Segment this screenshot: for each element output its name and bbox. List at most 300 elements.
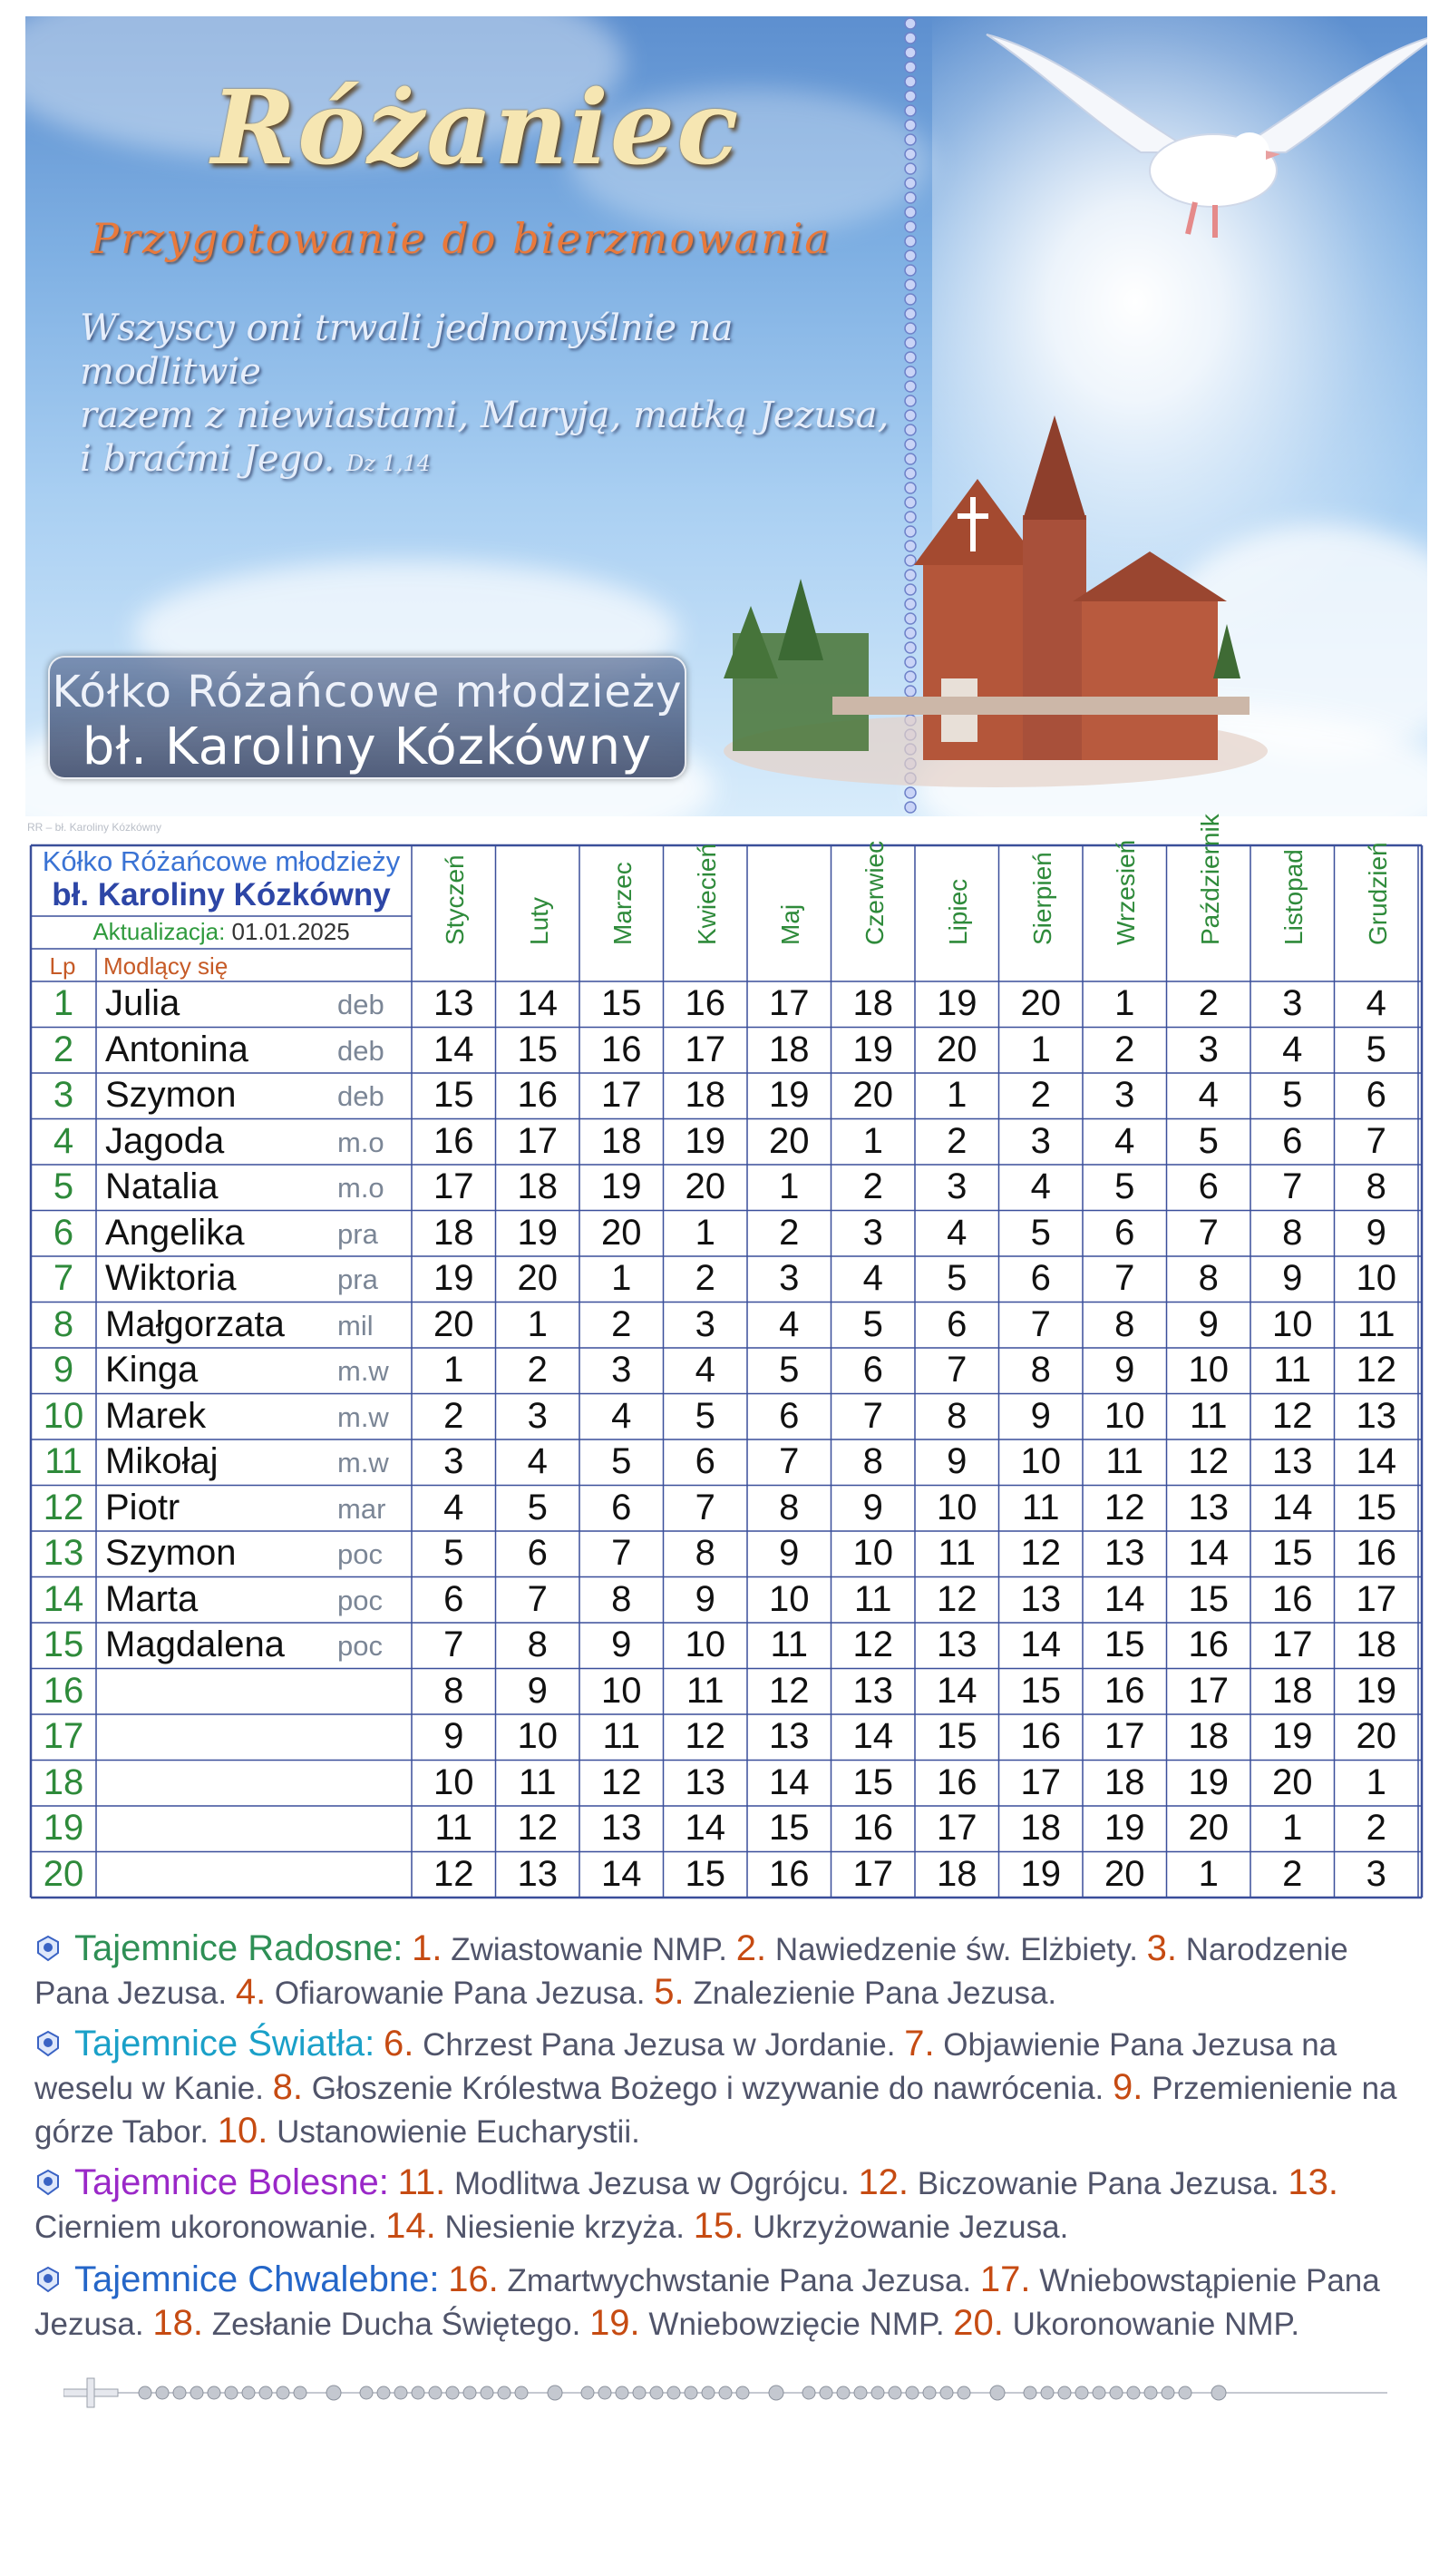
month-header bbox=[999, 845, 1084, 981]
mystery-number-cell: 10 bbox=[685, 1625, 725, 1664]
mystery-number-cell: 16 bbox=[852, 1808, 893, 1848]
mystery-number-cell: 14 bbox=[1020, 1625, 1061, 1664]
mystery-number-cell: 15 bbox=[937, 1716, 977, 1756]
mystery-number-cell: 14 bbox=[852, 1716, 893, 1756]
mystery-name: Ukoronowanie NMP. bbox=[1012, 2307, 1300, 2342]
mystery-number-cell: 9 bbox=[947, 1441, 968, 1481]
mystery-name: Głoszenie Królestwa Bożego i wzywanie do nawrócenia. bbox=[311, 2071, 1104, 2106]
mystery-number-cell: 9 bbox=[527, 1670, 548, 1711]
mystery-number-cell: 14 bbox=[433, 1029, 474, 1069]
month-header bbox=[496, 845, 580, 981]
member-code: deb bbox=[337, 1080, 384, 1112]
mystery-number-cell: 8 bbox=[527, 1625, 548, 1664]
mystery-number-cell: 18 bbox=[601, 1120, 642, 1161]
mystery-number-cell: 2 bbox=[1030, 1075, 1051, 1115]
mystery-number-cell: 11 bbox=[853, 1578, 892, 1619]
mystery-number-cell: 17 bbox=[1188, 1670, 1229, 1711]
mystery-number-cell: 15 bbox=[685, 1853, 725, 1894]
mystery-number-cell: 7 bbox=[862, 1395, 883, 1436]
mystery-number-cell: 13 bbox=[937, 1625, 977, 1664]
mystery-number-cell: 13 bbox=[769, 1716, 810, 1756]
mystery-number-cell: 8 bbox=[443, 1670, 464, 1711]
mystery-number-cell: 15 bbox=[1356, 1487, 1396, 1527]
row-number: 2 bbox=[53, 1029, 74, 1069]
mystery-number-cell: 20 bbox=[1188, 1808, 1229, 1848]
mystery-group-title: Tajemnice Chwalebne: bbox=[74, 2259, 440, 2299]
mystery-number-cell: 11 bbox=[938, 1533, 977, 1573]
mystery-number-cell: 12 bbox=[1104, 1487, 1145, 1527]
mystery-number-cell: 16 bbox=[1020, 1716, 1061, 1756]
mystery-number-cell: 5 bbox=[947, 1258, 968, 1298]
mystery-number-cell: 19 bbox=[685, 1120, 725, 1161]
row-number: 1 bbox=[53, 983, 74, 1023]
month-label: Lipiec bbox=[944, 878, 973, 945]
mystery-number-cell: 10 bbox=[1356, 1258, 1396, 1298]
member-name: Jagoda bbox=[105, 1120, 225, 1161]
mystery-number-cell: 2 bbox=[1198, 983, 1219, 1023]
mystery-number-cell: 16 bbox=[1356, 1533, 1396, 1573]
mystery-number-cell: 5 bbox=[443, 1533, 464, 1573]
month-label: Styczeń bbox=[441, 854, 470, 945]
mystery-number-cell: 18 bbox=[1020, 1808, 1061, 1848]
mystery-name: Objawienie Pana Jezusa na weselu w Kanie. bbox=[34, 2027, 1337, 2106]
mystery-number-cell: 10 bbox=[433, 1761, 474, 1802]
mystery-number-cell: 10 bbox=[1020, 1441, 1061, 1481]
mystery-number-cell: 16 bbox=[769, 1853, 810, 1894]
mystery-number-cell: 11 bbox=[518, 1761, 557, 1802]
mystery-number-cell: 13 bbox=[685, 1761, 725, 1802]
mystery-number-cell: 3 bbox=[1198, 1029, 1219, 1069]
member-code: m.w bbox=[337, 1447, 389, 1478]
mystery-number-cell: 18 bbox=[1272, 1670, 1313, 1711]
row-number: 3 bbox=[53, 1075, 74, 1115]
mystery-number-cell: 8 bbox=[1282, 1212, 1303, 1253]
mystery-number-cell: 2 bbox=[1114, 1029, 1135, 1069]
mystery-number-cell: 1 bbox=[1030, 1029, 1051, 1069]
mystery-number-cell: 19 bbox=[937, 983, 977, 1023]
month-label: Czerwiec bbox=[860, 840, 889, 945]
mystery-group bbox=[34, 2023, 1422, 2153]
circle-name-line2: bł. Karoliny Kózkówny bbox=[82, 717, 653, 776]
mystery-number-cell: 8 bbox=[862, 1441, 883, 1481]
row-number: 8 bbox=[53, 1303, 74, 1344]
member-name: Antonina bbox=[105, 1029, 248, 1069]
mystery-number-cell: 6 bbox=[1114, 1212, 1135, 1253]
mystery-number-cell: 12 bbox=[433, 1853, 474, 1894]
mystery-number-cell: 5 bbox=[695, 1395, 715, 1436]
mystery-number-cell: 19 bbox=[1272, 1716, 1313, 1756]
mystery-number-cell: 4 bbox=[1366, 983, 1386, 1023]
mystery-number: 16. bbox=[448, 2259, 499, 2299]
quote-line-3: i braćmi Jego. bbox=[80, 438, 336, 480]
month-header bbox=[1335, 842, 1419, 981]
mystery-number: 20. bbox=[953, 2303, 1004, 2343]
mystery-number-cell: 15 bbox=[852, 1761, 893, 1802]
mystery-number-cell: 7 bbox=[1114, 1258, 1135, 1298]
mystery-number-cell: 4 bbox=[947, 1212, 968, 1253]
mystery-number-cell: 9 bbox=[862, 1487, 883, 1527]
mystery-number-cell: 2 bbox=[1282, 1853, 1303, 1894]
mystery-name: Ustanowienie Eucharystii. bbox=[277, 2114, 640, 2150]
month-label: Marzec bbox=[608, 862, 637, 945]
mystery-number-cell: 12 bbox=[769, 1670, 810, 1711]
mystery-number-cell: 8 bbox=[1114, 1303, 1135, 1344]
mystery-number-cell: 1 bbox=[1366, 1761, 1386, 1802]
member-code: poc bbox=[337, 1630, 383, 1662]
member-name: Szymon bbox=[105, 1075, 237, 1115]
mystery-number-cell: 9 bbox=[1282, 1258, 1303, 1298]
mystery-number-cell: 4 bbox=[443, 1487, 464, 1527]
mystery-group bbox=[34, 2161, 1422, 2249]
mystery-number-cell: 2 bbox=[611, 1303, 632, 1344]
mystery-number-cell: 6 bbox=[527, 1533, 548, 1573]
member-code: mar bbox=[337, 1492, 386, 1525]
mystery-number-cell: 15 bbox=[433, 1075, 474, 1115]
mystery-number-cell: 18 bbox=[1188, 1716, 1229, 1756]
mystery-group-title: Tajemnice Światła: bbox=[74, 2024, 375, 2064]
mystery-number: 1. bbox=[412, 1928, 442, 1968]
mystery-number-cell: 3 bbox=[695, 1303, 715, 1344]
mystery-number-cell: 17 bbox=[852, 1853, 893, 1894]
mystery-bullet-icon bbox=[34, 1930, 62, 1957]
member-code: m.w bbox=[337, 1400, 389, 1433]
row-number: 11 bbox=[44, 1441, 83, 1481]
mystery-number-cell: 6 bbox=[947, 1303, 968, 1344]
mystery-number-cell: 16 bbox=[1104, 1670, 1145, 1711]
mystery-number-cell: 9 bbox=[779, 1533, 800, 1573]
mystery-number-cell: 6 bbox=[695, 1441, 715, 1481]
mystery-number-cell: 4 bbox=[611, 1395, 632, 1436]
mystery-number-cell: 5 bbox=[779, 1350, 800, 1390]
mystery-number-cell: 5 bbox=[527, 1487, 548, 1527]
mystery-number-cell: 10 bbox=[852, 1533, 893, 1573]
mystery-group-title: Tajemnice Bolesne: bbox=[74, 2162, 389, 2202]
mystery-number-cell: 14 bbox=[685, 1808, 725, 1848]
column-name-header: Modlący się bbox=[103, 952, 229, 980]
mystery-number-cell: 20 bbox=[1272, 1761, 1313, 1802]
mystery-number-cell: 15 bbox=[1020, 1670, 1061, 1711]
mystery-number-cell: 17 bbox=[1356, 1578, 1396, 1619]
mystery-number-cell: 11 bbox=[1105, 1441, 1144, 1481]
member-code: m.w bbox=[337, 1355, 389, 1387]
mystery-number-cell: 14 bbox=[937, 1670, 977, 1711]
circle-name-line1: Kółko Różańcowe młodzieży bbox=[52, 667, 683, 717]
mystery-number-cell: 3 bbox=[779, 1258, 800, 1298]
mystery-number-cell: 11 bbox=[686, 1670, 724, 1711]
mystery-group bbox=[34, 1927, 1422, 2015]
mystery-number-cell: 14 bbox=[601, 1853, 642, 1894]
mystery-number-cell: 4 bbox=[695, 1350, 715, 1390]
mystery-name: Wniebowzięcie NMP. bbox=[648, 2307, 945, 2342]
mystery-group-title: Tajemnice Radosne: bbox=[74, 1928, 404, 1968]
mystery-number: 9. bbox=[1113, 2067, 1143, 2107]
quote-line-1: Wszyscy oni trwali jednomyślnie na modlitwie bbox=[80, 307, 734, 393]
mystery-number-cell: 7 bbox=[527, 1578, 548, 1619]
mystery-number-cell: 2 bbox=[947, 1120, 968, 1161]
mystery-name: Zesłanie Ducha Świętego. bbox=[211, 2307, 581, 2342]
mystery-number-cell: 3 bbox=[527, 1395, 548, 1436]
mystery-number-cell: 18 bbox=[937, 1853, 977, 1894]
mystery-number-cell: 20 bbox=[433, 1303, 474, 1344]
mystery-number-cell: 11 bbox=[1189, 1395, 1228, 1436]
mystery-number-cell: 13 bbox=[1356, 1395, 1396, 1436]
member-name: Natalia bbox=[105, 1166, 219, 1206]
mystery-number-cell: 2 bbox=[779, 1212, 800, 1253]
row-number: 19 bbox=[43, 1808, 84, 1848]
mystery-number-cell: 1 bbox=[947, 1075, 968, 1115]
quote-line-2: razem z niewiastami, Maryją, matką Jezusa, bbox=[80, 395, 890, 436]
mystery-number-cell: 3 bbox=[1030, 1120, 1051, 1161]
mystery-number-cell: 8 bbox=[947, 1395, 968, 1436]
mystery-number-cell: 1 bbox=[1114, 983, 1135, 1023]
mystery-number-cell: 9 bbox=[1114, 1350, 1135, 1390]
mystery-number-cell: 5 bbox=[1114, 1166, 1135, 1206]
member-name: Kinga bbox=[105, 1350, 199, 1390]
cross-icon bbox=[63, 2378, 118, 2407]
member-name: Mikołaj bbox=[105, 1441, 219, 1481]
member-code: deb bbox=[337, 989, 384, 1020]
mystery-number-cell: 7 bbox=[443, 1625, 464, 1664]
mystery-number-cell: 8 bbox=[1198, 1258, 1219, 1298]
member-name: Piotr bbox=[105, 1487, 180, 1527]
mystery-number-cell: 9 bbox=[1198, 1303, 1219, 1344]
mystery-number-cell: 19 bbox=[1020, 1853, 1061, 1894]
member-name: Wiktoria bbox=[105, 1258, 237, 1298]
mystery-name: Chrzest Pana Jezusa w Jordanie. bbox=[423, 2027, 896, 2063]
mystery-number-cell: 10 bbox=[1272, 1303, 1313, 1344]
row-number: 7 bbox=[53, 1258, 74, 1298]
row-number: 12 bbox=[43, 1487, 84, 1527]
member-name: Angelika bbox=[105, 1212, 245, 1253]
mystery-number-cell: 19 bbox=[1188, 1761, 1229, 1802]
mystery-number-cell: 19 bbox=[1356, 1670, 1396, 1711]
mystery-number-cell: 14 bbox=[1272, 1487, 1313, 1527]
mystery-name: Przemienienie na górze Tabor. bbox=[34, 2071, 1397, 2150]
member-code: pra bbox=[337, 1217, 378, 1250]
mystery-number-cell: 17 bbox=[517, 1120, 558, 1161]
mystery-number-cell: 15 bbox=[1188, 1578, 1229, 1619]
mystery-number-cell: 20 bbox=[601, 1212, 642, 1253]
mystery-number-cell: 17 bbox=[685, 1029, 725, 1069]
month-label: Kwiecień bbox=[692, 843, 721, 945]
mystery-number-cell: 18 bbox=[433, 1212, 474, 1253]
mystery-number-cell: 10 bbox=[937, 1487, 977, 1527]
mystery-number-cell: 12 bbox=[685, 1716, 725, 1756]
mystery-number-cell: 11 bbox=[602, 1716, 641, 1756]
mystery-number-cell: 11 bbox=[770, 1625, 809, 1664]
mystery-number-cell: 10 bbox=[1188, 1350, 1229, 1390]
mystery-number: 11. bbox=[397, 2162, 446, 2202]
mystery-number-cell: 8 bbox=[611, 1578, 632, 1619]
mystery-number-cell: 9 bbox=[443, 1716, 464, 1756]
mystery-number-cell: 13 bbox=[1272, 1441, 1313, 1481]
page-title: Różaniec bbox=[211, 69, 741, 188]
mystery-name: Modlitwa Jezusa w Ogrójcu. bbox=[453, 2166, 850, 2201]
mystery-number-cell: 20 bbox=[1104, 1853, 1145, 1894]
column-lp-header: Lp bbox=[49, 952, 76, 980]
month-label: Październik bbox=[1195, 814, 1224, 945]
mystery-number-cell: 8 bbox=[1366, 1166, 1386, 1206]
mystery-bullet-icon bbox=[34, 2164, 62, 2191]
mystery-number-cell: 1 bbox=[862, 1120, 883, 1161]
mystery-number-cell: 15 bbox=[517, 1029, 558, 1069]
mystery-number-cell: 3 bbox=[443, 1441, 464, 1481]
mystery-number-cell: 6 bbox=[862, 1350, 883, 1390]
mystery-number-cell: 3 bbox=[862, 1212, 883, 1253]
mystery-number-cell: 13 bbox=[517, 1853, 558, 1894]
mystery-number-cell: 6 bbox=[1282, 1120, 1303, 1161]
member-name: Julia bbox=[105, 983, 180, 1023]
mystery-number-cell: 5 bbox=[1282, 1075, 1303, 1115]
month-header bbox=[579, 845, 664, 981]
mystery-number-cell: 13 bbox=[852, 1670, 893, 1711]
mystery-number-cell: 6 bbox=[443, 1578, 464, 1619]
mystery-number: 18. bbox=[152, 2303, 203, 2343]
member-name: Magdalena bbox=[105, 1625, 285, 1664]
mystery-number-cell: 9 bbox=[611, 1625, 632, 1664]
mystery-number-cell: 4 bbox=[1030, 1166, 1051, 1206]
mystery-number-cell: 12 bbox=[937, 1578, 977, 1619]
mystery-number-cell: 7 bbox=[1366, 1120, 1386, 1161]
mystery-number: 15. bbox=[693, 2206, 744, 2246]
mystery-name: Zmartwychwstanie Pana Jezusa. bbox=[507, 2263, 972, 2298]
mystery-name: Znalezienie Pana Jezusa. bbox=[693, 1976, 1057, 2011]
mystery-number: 8. bbox=[272, 2067, 304, 2107]
table-header-line2: bł. Karoliny Kózkówny bbox=[52, 877, 391, 912]
mystery-number: 2. bbox=[735, 1928, 767, 1968]
month-header bbox=[1167, 814, 1251, 981]
month-label: Sierpień bbox=[1027, 852, 1056, 945]
mystery-number-cell: 7 bbox=[779, 1441, 800, 1481]
month-header bbox=[1250, 845, 1335, 981]
row-number: 10 bbox=[43, 1395, 84, 1436]
month-label: Grudzień bbox=[1363, 842, 1392, 945]
mystery-number-cell: 16 bbox=[433, 1120, 474, 1161]
mystery-number-cell: 2 bbox=[1366, 1808, 1386, 1848]
month-label: Maj bbox=[776, 903, 805, 945]
mystery-number-cell: 6 bbox=[1030, 1258, 1051, 1298]
tiny-caption: RR – bł. Karoliny Kózkówny bbox=[27, 821, 162, 834]
mystery-number-cell: 1 bbox=[1282, 1808, 1303, 1848]
mystery-number-cell: 16 bbox=[601, 1029, 642, 1069]
mystery-number-cell: 18 bbox=[517, 1166, 558, 1206]
member-name: Szymon bbox=[105, 1533, 237, 1573]
row-number: 5 bbox=[53, 1166, 74, 1206]
mystery-number-cell: 1 bbox=[527, 1303, 548, 1344]
mystery-number-cell: 4 bbox=[1198, 1075, 1219, 1115]
mystery-number-cell: 7 bbox=[611, 1533, 632, 1573]
month-label: Luty bbox=[524, 897, 553, 945]
mystery-number-cell: 1 bbox=[443, 1350, 464, 1390]
mystery-number-cell: 19 bbox=[601, 1166, 642, 1206]
mystery-number-cell: 15 bbox=[601, 983, 642, 1023]
mystery-number-cell: 18 bbox=[1104, 1761, 1145, 1802]
rosary-decoration-icon bbox=[63, 2375, 1387, 2411]
member-code: poc bbox=[337, 1538, 383, 1570]
mystery-number-cell: 12 bbox=[517, 1808, 558, 1848]
month-header bbox=[412, 845, 496, 981]
mystery-number-cell: 11 bbox=[1021, 1487, 1060, 1527]
mystery-number-cell: 7 bbox=[1282, 1166, 1303, 1206]
mystery-number-cell: 20 bbox=[1020, 983, 1061, 1023]
mystery-number-cell: 17 bbox=[1020, 1761, 1061, 1802]
mystery-number-cell: 10 bbox=[1104, 1395, 1145, 1436]
mystery-number-cell: 12 bbox=[1272, 1395, 1313, 1436]
mystery-number-cell: 15 bbox=[1104, 1625, 1145, 1664]
mystery-number: 10. bbox=[217, 2111, 268, 2151]
mystery-number: 4. bbox=[235, 1972, 267, 2012]
mystery-number-cell: 1 bbox=[779, 1166, 800, 1206]
mystery-number-cell: 20 bbox=[769, 1120, 810, 1161]
mystery-name: Zwiastowanie NMP. bbox=[451, 1932, 727, 1967]
mystery-name: Nawiedzenie św. Elżbiety. bbox=[774, 1932, 1138, 1967]
row-number: 15 bbox=[43, 1625, 84, 1664]
row-number: 9 bbox=[53, 1350, 74, 1390]
mystery-number-cell: 20 bbox=[852, 1075, 893, 1115]
row-number: 6 bbox=[53, 1212, 74, 1253]
mystery-number-cell: 6 bbox=[611, 1487, 632, 1527]
mystery-number-cell: 16 bbox=[685, 983, 725, 1023]
mystery-number-cell: 5 bbox=[1030, 1212, 1051, 1253]
mystery-number-cell: 6 bbox=[1198, 1166, 1219, 1206]
mystery-number: 5. bbox=[654, 1972, 685, 2012]
mystery-number-cell: 12 bbox=[852, 1625, 893, 1664]
mystery-bullet-icon bbox=[34, 2025, 62, 2053]
mystery-number-cell: 5 bbox=[862, 1303, 883, 1344]
mystery-number-cell: 13 bbox=[1188, 1487, 1229, 1527]
member-name: Marek bbox=[105, 1395, 207, 1436]
mystery-number-cell: 14 bbox=[1104, 1578, 1145, 1619]
mystery-number-cell: 5 bbox=[1198, 1120, 1219, 1161]
mystery-number-cell: 9 bbox=[1030, 1395, 1051, 1436]
mystery-name: Narodzenie Pana Jezusa. bbox=[34, 1932, 1348, 2011]
mystery-number-cell: 4 bbox=[1114, 1120, 1135, 1161]
member-code: deb bbox=[337, 1034, 384, 1067]
month-header bbox=[747, 845, 831, 981]
mystery-number-cell: 10 bbox=[601, 1670, 642, 1711]
row-number: 13 bbox=[43, 1533, 84, 1573]
mystery-number-cell: 16 bbox=[1188, 1625, 1229, 1664]
mystery-bullet-icon bbox=[34, 2261, 62, 2288]
mystery-number-cell: 7 bbox=[695, 1487, 715, 1527]
mystery-number-cell: 4 bbox=[1282, 1029, 1303, 1069]
member-code: mil bbox=[337, 1309, 374, 1342]
mystery-number-cell: 19 bbox=[769, 1075, 810, 1115]
mystery-number: 12. bbox=[858, 2162, 909, 2202]
mystery-number-cell: 16 bbox=[1272, 1578, 1313, 1619]
mystery-number-cell: 17 bbox=[937, 1808, 977, 1848]
mystery-number-cell: 17 bbox=[433, 1166, 474, 1206]
mystery-number-cell: 13 bbox=[1020, 1578, 1061, 1619]
mystery-number-cell: 17 bbox=[1272, 1625, 1313, 1664]
mystery-number-cell: 17 bbox=[601, 1075, 642, 1115]
mystery-number: 7. bbox=[904, 2024, 935, 2064]
row-number: 20 bbox=[43, 1853, 84, 1894]
month-header bbox=[664, 845, 748, 981]
mystery-number-cell: 4 bbox=[779, 1303, 800, 1344]
mystery-number-cell: 7 bbox=[1030, 1303, 1051, 1344]
month-header bbox=[831, 840, 916, 981]
mystery-number-cell: 20 bbox=[1356, 1716, 1396, 1756]
mystery-number: 6. bbox=[383, 2024, 414, 2064]
member-code: m.o bbox=[337, 1126, 384, 1158]
mystery-number-cell: 13 bbox=[601, 1808, 642, 1848]
mystery-number-cell: 20 bbox=[517, 1258, 558, 1298]
mystery-number-cell: 3 bbox=[947, 1166, 968, 1206]
mystery-number-cell: 6 bbox=[779, 1395, 800, 1436]
mystery-number-cell: 6 bbox=[1366, 1075, 1386, 1115]
mystery-number-cell: 2 bbox=[527, 1350, 548, 1390]
